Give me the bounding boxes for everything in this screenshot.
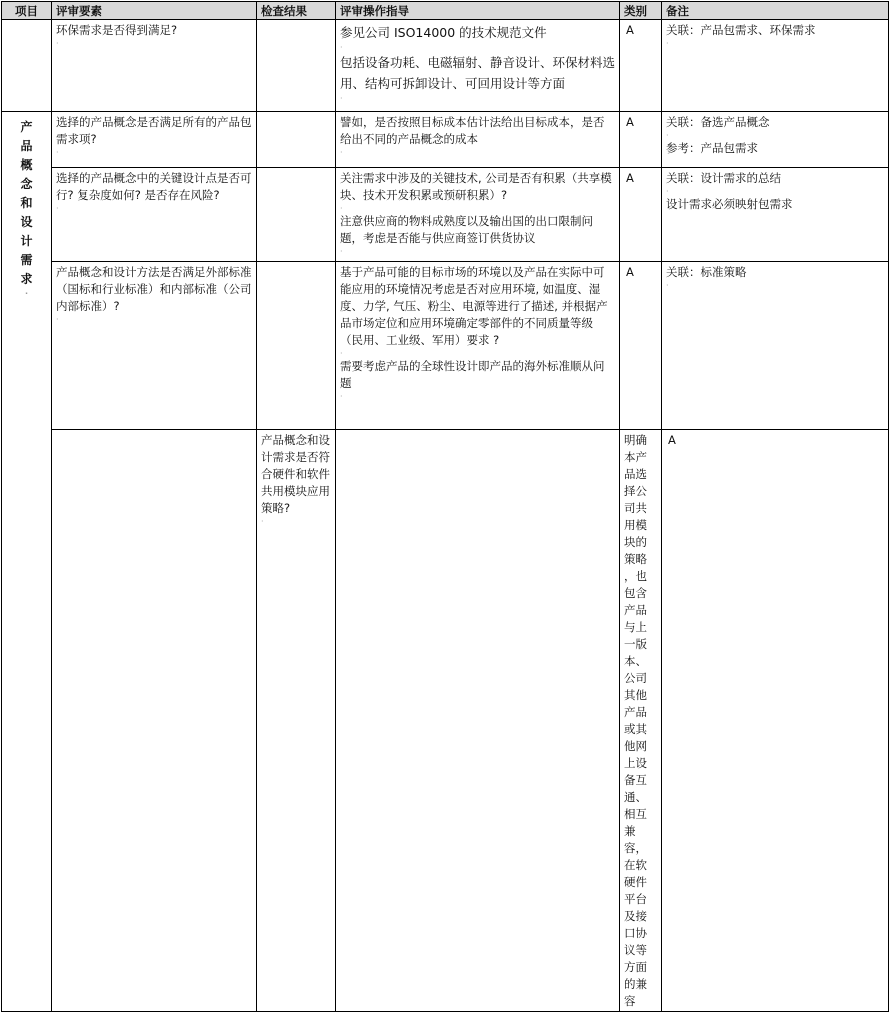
review-table: [1, 1, 889, 1012]
guide-cell[interactable]: [336, 262, 620, 430]
paragraph-mark: ·: [56, 39, 59, 48]
header-guide: 评审操作指导: [336, 2, 620, 20]
remark-text: 关联：标准策略: [666, 265, 747, 279]
guide-cell[interactable]: [620, 430, 662, 1012]
remark-cell[interactable]: [662, 262, 889, 430]
paragraph-mark: ·: [666, 131, 669, 140]
guide-text-2: 包括设备功耗、电磁辐射、静音设计、环保材料选用、结构可拆卸设计、可回用设计等方面: [340, 55, 616, 91]
criteria-text: 选择的产品概念是否满足所有的产品包需求项?: [56, 115, 252, 146]
paragraph-mark: ·: [340, 94, 343, 103]
criteria-cell[interactable]: [52, 168, 257, 262]
remark-text-2: 设计需求必须映射包需求: [666, 197, 793, 211]
result-cell[interactable]: [257, 112, 336, 168]
guide-text-2: ，也包含产品与上一版本、公司其他产品或其他网上设备互通、相互兼容，在软硬件平台及接口协议等方面的兼容: [624, 569, 647, 1008]
criteria-cell[interactable]: [52, 112, 257, 168]
project-cell-empty: [2, 20, 52, 112]
paragraph-mark: ·: [56, 315, 59, 324]
table-row: [2, 430, 889, 1012]
criteria-text: 产品概念和设计方法是否满足外部标准（国标和行业标准）和内部标准（公司内部标准）?: [56, 265, 252, 313]
criteria-text: 产品概念和设计需求是否符合硬件和软件共用模块应用策略?: [261, 433, 330, 515]
remark-text: 关联：备选产品概念: [666, 115, 770, 129]
project-group-cell: [2, 112, 52, 1012]
header-category: 类别: [620, 2, 662, 20]
project-cell-empty: [52, 430, 257, 1012]
header-criteria: 评审要素: [52, 2, 257, 20]
guide-cell[interactable]: [336, 112, 620, 168]
result-cell[interactable]: [257, 168, 336, 262]
paragraph-mark: ·: [56, 148, 59, 157]
guide-text: 关注需求中涉及的关键技术, 公司是否有积累（共享模块、技术开发积累或预研积累）?: [340, 171, 612, 202]
paragraph-mark: ·: [340, 392, 343, 401]
criteria-text: 环保需求是否得到满足?: [56, 23, 178, 37]
guide-text: 譬如，是否按照目标成本估计法给出目标成本，是否给出不同的产品概念的成本: [340, 115, 605, 146]
table-row: [2, 168, 889, 262]
guide-text-2: 需要考虑产品的全球性设计即产品的海外标准顺从问题: [340, 359, 605, 390]
paragraph-mark: ·: [340, 247, 343, 256]
remark-text: 关联：设计需求的总结: [666, 171, 781, 185]
category-cell[interactable]: A: [620, 262, 662, 430]
project-group-label: 产品概念和设计需求: [20, 120, 33, 286]
paragraph-mark: ·: [56, 204, 59, 213]
header-result: 检查结果: [257, 2, 336, 20]
paragraph-mark: ·: [24, 289, 29, 298]
criteria-text: 选择的产品概念中的关键设计点是否可行? 复杂度如何? 是否存在风险?: [56, 171, 252, 202]
paragraph-mark: ·: [340, 349, 343, 358]
header-project: 项目: [2, 2, 52, 20]
header-remark: 备注: [662, 2, 889, 20]
paragraph-mark: ·: [261, 517, 264, 526]
table-row: [2, 112, 889, 168]
result-cell[interactable]: [336, 430, 620, 1012]
criteria-cell[interactable]: [52, 20, 257, 112]
paragraph-mark: ·: [340, 43, 343, 52]
paragraph-mark: ·: [340, 148, 343, 157]
remark-cell[interactable]: [662, 168, 889, 262]
paragraph-mark: ·: [666, 187, 669, 196]
paragraph-mark: ·: [666, 281, 669, 290]
guide-text: 参见公司 ISO14000 的技术规范文件: [340, 25, 547, 40]
result-cell[interactable]: [257, 20, 336, 112]
guide-cell[interactable]: [336, 20, 620, 112]
table-row: [2, 262, 889, 430]
guide-text: 基于产品可能的目标市场的环境以及产品在实际中可能应用的环境情况考虑是否对应用环境, 如温度、湿度、力学, 气压、粉尘、电源等进行了描述, 并根据产品市场定位和应用环境确定零部件的不同质量等级（民用、工业级、军用）要求 ?: [340, 265, 608, 347]
remark-cell[interactable]: [662, 20, 889, 112]
criteria-cell[interactable]: [257, 430, 336, 1012]
guide-cell[interactable]: [336, 168, 620, 262]
remark-text-2: 参考：产品包需求: [666, 141, 758, 155]
guide-text: 明确本产品选择公司共用模块的策略: [624, 433, 647, 566]
remark-text: 关联：产品包需求、环保需求: [666, 23, 816, 37]
category-cell[interactable]: A: [620, 20, 662, 112]
paragraph-mark: ·: [340, 204, 343, 213]
category-cell[interactable]: A: [620, 112, 662, 168]
category-cell[interactable]: A: [662, 430, 889, 1012]
category-cell[interactable]: A: [620, 168, 662, 262]
header-row: [2, 2, 889, 20]
table-row: [2, 20, 889, 112]
guide-text-2: 注意供应商的物料成熟度以及输出国的出口限制问题，考虑是否能与供应商签订供货协议: [340, 214, 593, 245]
criteria-cell[interactable]: [52, 262, 257, 430]
paragraph-mark: ·: [666, 39, 669, 48]
result-cell[interactable]: [257, 262, 336, 430]
remark-cell[interactable]: [662, 112, 889, 168]
